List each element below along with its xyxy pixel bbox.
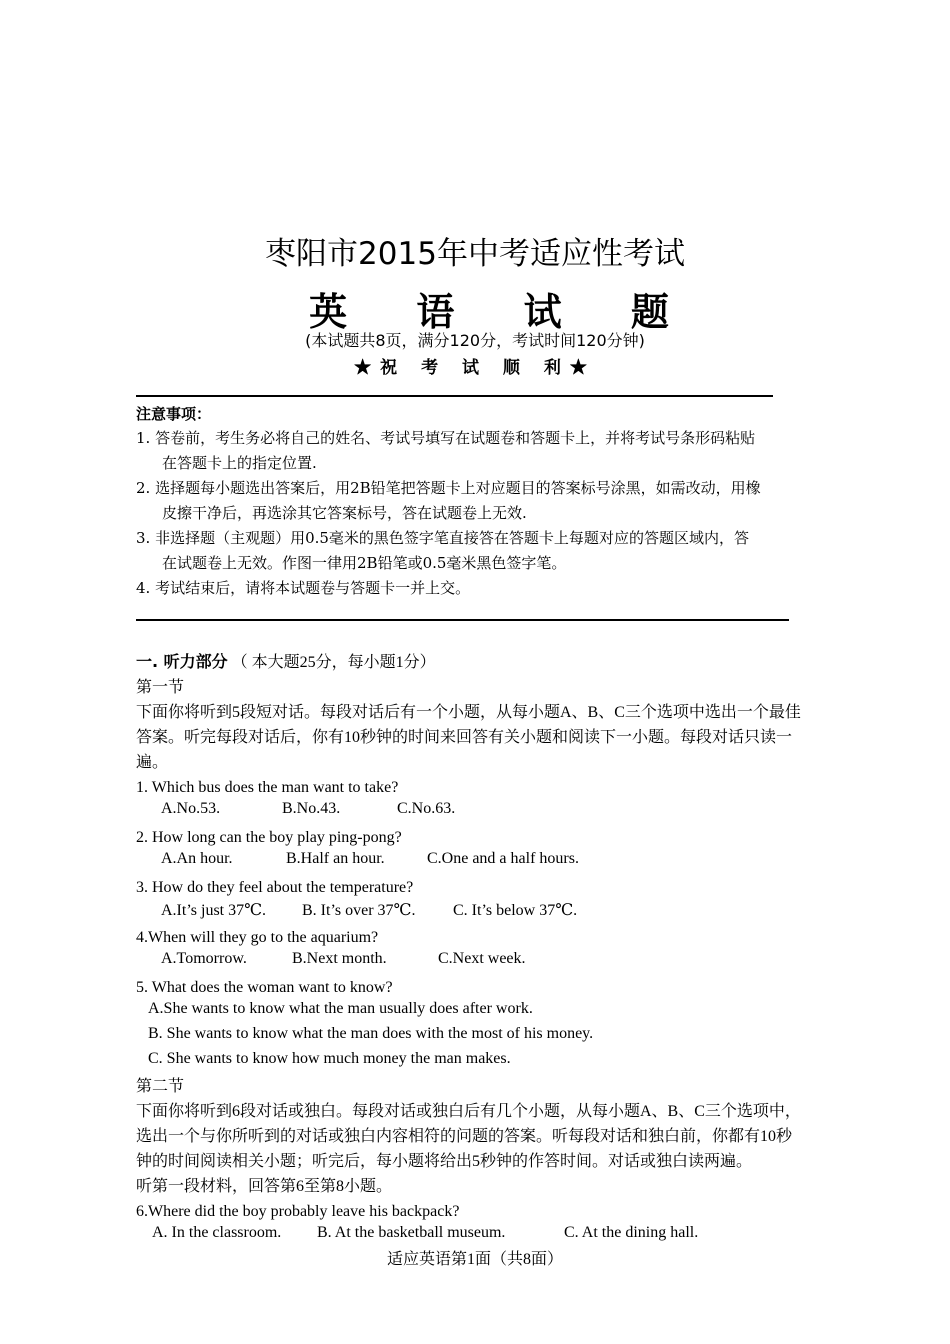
exam-title: 枣阳市2015年中考适应性考试: [265, 236, 685, 272]
q5-option-b: B. She wants to know what the man does with the most of his money.: [148, 1025, 594, 1042]
question-4: 4.When will they go to the aquarium?: [136, 929, 379, 946]
section1-instr-2: 答案。听完每段对话后，你有10秒钟的时间来回答有关小题和阅读下一小题。每段对话只读一: [136, 729, 793, 746]
note-2-cont: 皮擦干净后，再选涂其它答案标号，答在试题卷上无效.: [162, 504, 527, 522]
q2-option-c: C.One and a half hours.: [427, 850, 579, 867]
material-1-note: 听第一段材料，回答第6至第8小题。: [136, 1178, 393, 1195]
note-4: 4. 考试结束后，请将本试题卷与答题卡一并上交。: [136, 579, 471, 597]
part1-title: 一. 听力部分: [136, 652, 228, 671]
q6-option-a: A. In the classroom.: [152, 1224, 282, 1241]
top-divider: [136, 395, 773, 397]
question-1: 1. Which bus does the man want to take?: [136, 779, 399, 796]
subject-title: 英 语 试 题: [309, 290, 697, 334]
q6-option-b: B. At the basketball museum.: [317, 1224, 506, 1241]
q5-option-a: A.She wants to know what the man usually does after work.: [148, 1000, 533, 1017]
question-3: 3. How do they feel about the temperature?: [136, 879, 414, 896]
q3-option-a: A.It’s just 37℃.: [161, 902, 267, 919]
note-3: 3. 非选择题（主观题）用0.5毫米的黑色签字笔直接答在答题卡上每题对应的答题区域内，答: [136, 529, 749, 547]
notes-heading: 注意事项：: [136, 405, 212, 423]
bottom-divider: [136, 619, 789, 621]
page-footer: 适应英语第1面（共8面）: [386, 1251, 563, 1268]
note-2: 2. 选择题每小题选出答案后，用2B铅笔把答题卡上对应题目的答案标号涂黑，如需改动，用橡: [136, 479, 761, 497]
q1-option-a: A.No.53.: [161, 800, 221, 817]
section2-label: 第二节: [136, 1078, 185, 1095]
section1-instr-3: 遍。: [136, 754, 169, 771]
q4-option-c: C.Next week.: [438, 950, 526, 967]
part1-heading: [136, 649, 436, 675]
q2-option-a: A.An hour.: [161, 850, 233, 867]
question-6: 6.Where did the boy probably leave his backpack?: [136, 1203, 460, 1220]
q5-option-c: C. She wants to know how much money the man makes.: [148, 1050, 511, 1067]
section2-instr-3: 钟的时间阅读相关小题；听完后，每小题将给出5秒钟的作答时间。对话或独白读两遍。: [136, 1153, 753, 1170]
q4-option-a: A.Tomorrow.: [161, 950, 247, 967]
q1-option-c: C.No.63.: [397, 800, 456, 817]
q3-option-c: C. It’s below 37℃.: [453, 902, 578, 919]
q6-option-c: C. At the dining hall.: [564, 1224, 699, 1241]
q3-option-b: B. It’s over 37℃.: [302, 902, 416, 919]
good-luck-banner: ★祝 考 试 顺 利★: [354, 358, 596, 378]
exam-info: (本试题共8页，满分120分，考试时间120分钟): [305, 331, 645, 350]
note-1: 1. 答卷前，考生务必将自己的姓名、考试号填写在试题卷和答题卡上，并将考试号条形码粘贴: [136, 429, 756, 447]
section2-instr-1: 下面你将听到6段对话或独白。每段对话或独白后有几个小题，从每小题A、B、C三个选项中，: [136, 1103, 801, 1120]
section1-label: 第一节: [136, 679, 185, 696]
q2-option-b: B.Half an hour.: [286, 850, 385, 867]
question-5: 5. What does the woman want to know?: [136, 979, 393, 996]
section1-instr-1: 下面你将听到5段短对话。每段对话后有一个小题，从每小题A、B、C三个选项中选出一个最佳: [136, 704, 801, 721]
q1-option-b: B.No.43.: [282, 800, 341, 817]
part1-score-note: （ 本大题25分，每小题1分）: [231, 654, 436, 671]
note-1-cont: 在答题卡上的指定位置.: [162, 454, 317, 472]
note-3-cont: 在试题卷上无效。作图一律用2B铅笔或0.5毫米黑色签字笔。: [162, 554, 567, 572]
q4-option-b: B.Next month.: [292, 950, 387, 967]
section2-instr-2: 选出一个与你所听到的对话或独白内容相符的问题的答案。听每段对话和独白前，你都有10秒: [136, 1128, 793, 1145]
question-2: 2. How long can the boy play ping-pong?: [136, 829, 402, 846]
